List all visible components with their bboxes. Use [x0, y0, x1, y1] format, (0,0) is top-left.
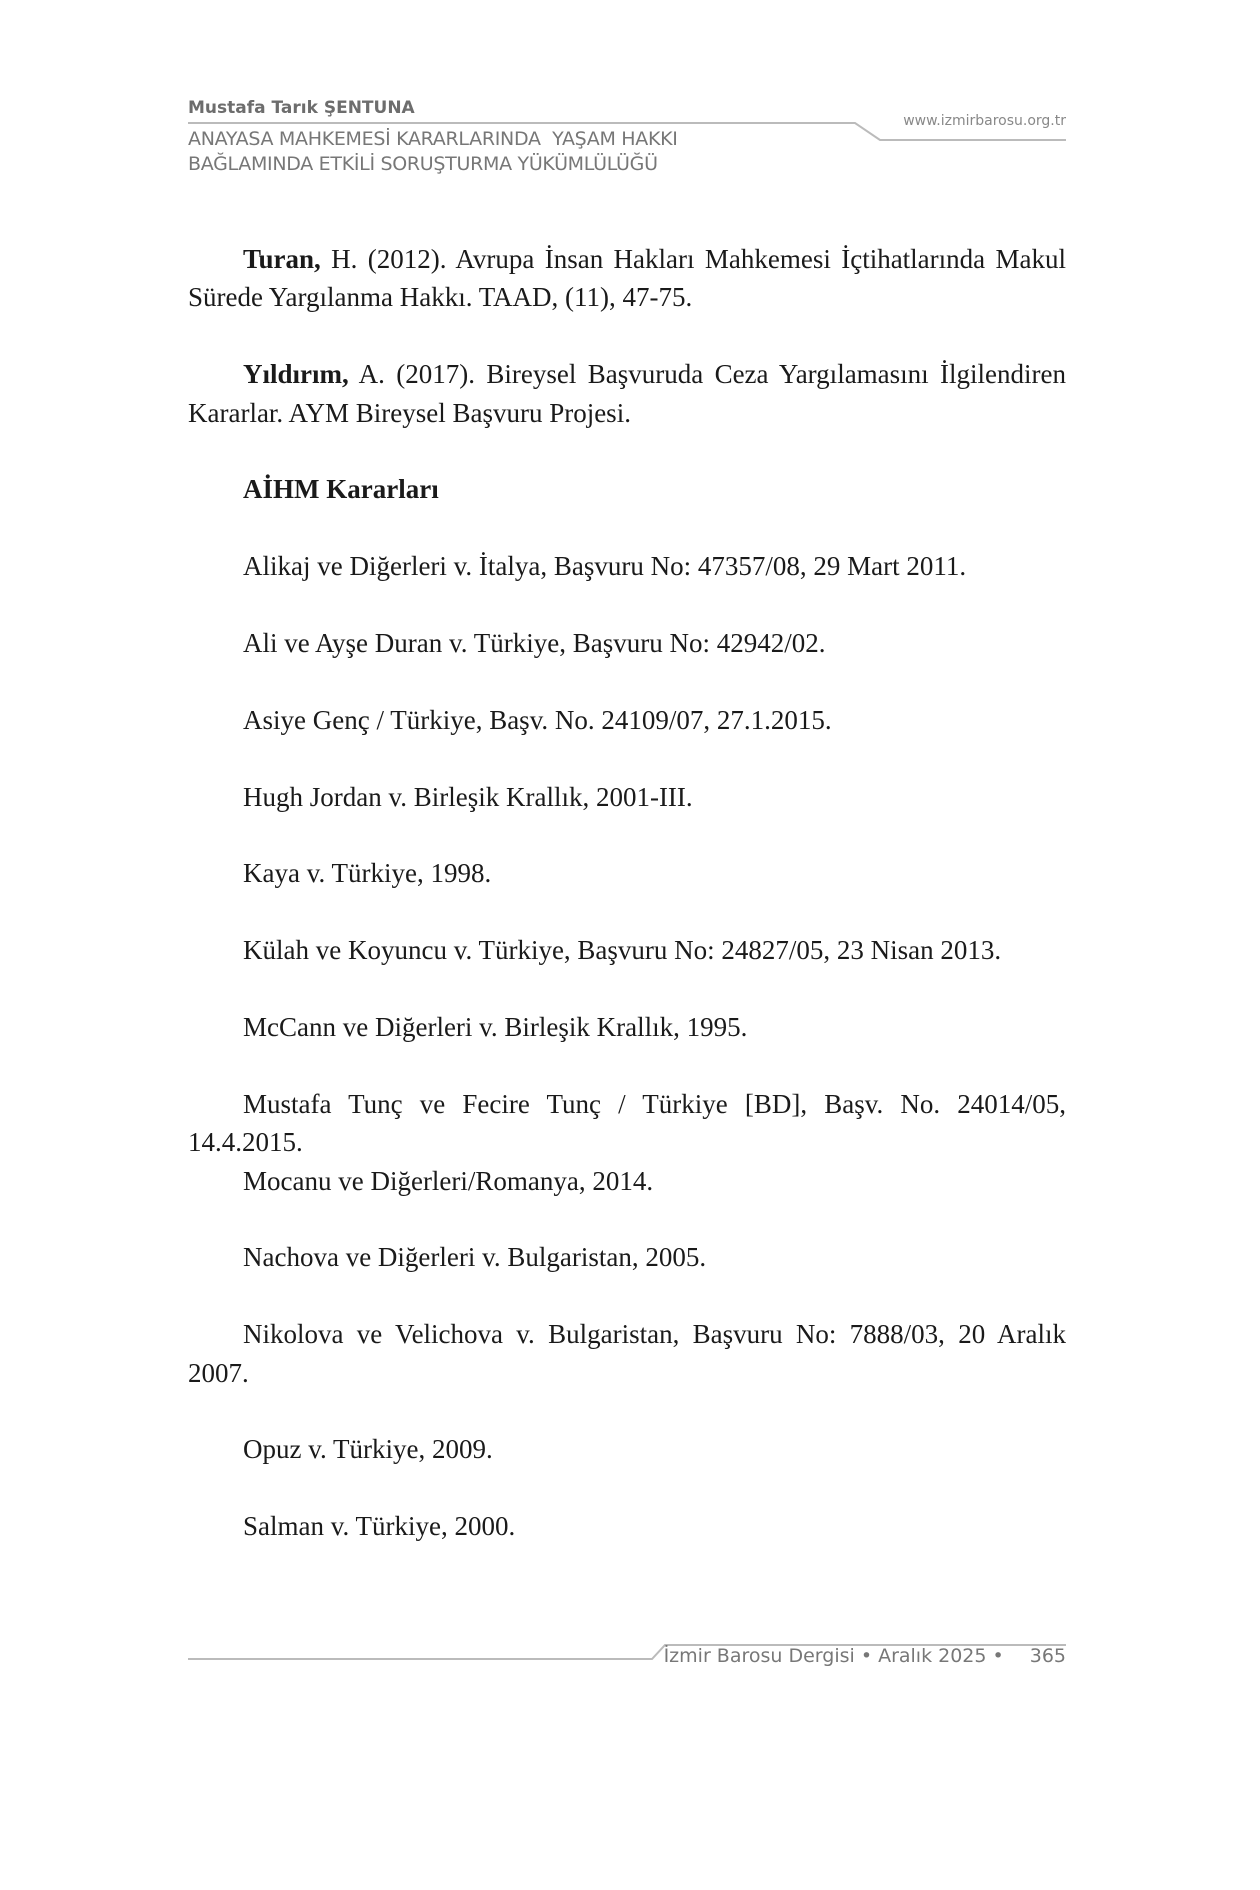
case-entry: Hugh Jordan v. Birleşik Krallık, 2001-III.: [243, 781, 693, 812]
case-entry: Nachova ve Diğerleri v. Bulgaristan, 2005.: [243, 1242, 707, 1273]
case-entry: Mocanu ve Diğerleri/Romanya, 2014.: [243, 1165, 654, 1196]
header-author: Mustafa Tarık ŞENTUNA: [188, 98, 415, 118]
case-entry: Asiye Genç / Türkiye, Başv. No. 24109/07, 27.1.2015.: [243, 704, 832, 735]
page-number: 365: [1029, 1645, 1066, 1667]
reference-entry: Yıldırım, A. (2017). Bireysel Başvuruda Ceza Yargılamasını İlgilendiren Kararlar. AYM Bireysel Başvuru Projesi.: [188, 359, 1066, 428]
header-title: ANAYASA MAHKEMESİ KARARLARINDA YAŞAM HAKKI BAĞLAMINDA ETKİLİ SORUŞTURMA YÜKÜMLÜLÜĞÜ: [188, 128, 678, 175]
case-entry: Külah ve Koyuncu v. Türkiye, Başvuru No: 24827/05, 23 Nisan 2013.: [243, 935, 1002, 966]
case-entry: Opuz v. Türkiye, 2009.: [243, 1434, 493, 1465]
case-entry: Ali ve Ayşe Duran v. Türkiye, Başvuru No: 42942/02.: [243, 628, 826, 658]
section-heading: AİHM Kararları: [243, 474, 439, 505]
reference-entry: Turan, H. (2012). Avrupa İnsan Hakları Mahkemesi İçtihatlarında Makul Sürede Yargılanma Hakkı. TAAD, (11), 47-75.: [188, 244, 1066, 313]
case-entry: Salman v. Türkiye, 2000.: [243, 1511, 516, 1542]
running-footer: [664, 1645, 1066, 1667]
header-url: www.izmirbarosu.org.tr: [903, 113, 1066, 129]
footer-journal: İzmir Barosu Dergisi • Aralık 2025 •: [663, 1645, 1004, 1667]
case-entry: Kaya v. Türkiye, 1998.: [243, 858, 492, 889]
page-body: [188, 240, 1066, 1584]
case-entry: Alikaj ve Diğerleri v. İtalya, Başvuru No: 47357/08, 29 Mart 2011.: [243, 551, 967, 582]
case-entry: McCann ve Diğerleri v. Birleşik Krallık, 1995.: [243, 1011, 748, 1042]
case-entry: Mustafa Tunç ve Fecire Tunç / Türkiye [BD], Başv. No. 24014/05, 14.4.2015.: [188, 1088, 1066, 1158]
case-entry: Nikolova ve Velichova v. Bulgaristan, Başvuru No: 7888/03, 20 Aralık 2007.: [188, 1319, 1066, 1388]
